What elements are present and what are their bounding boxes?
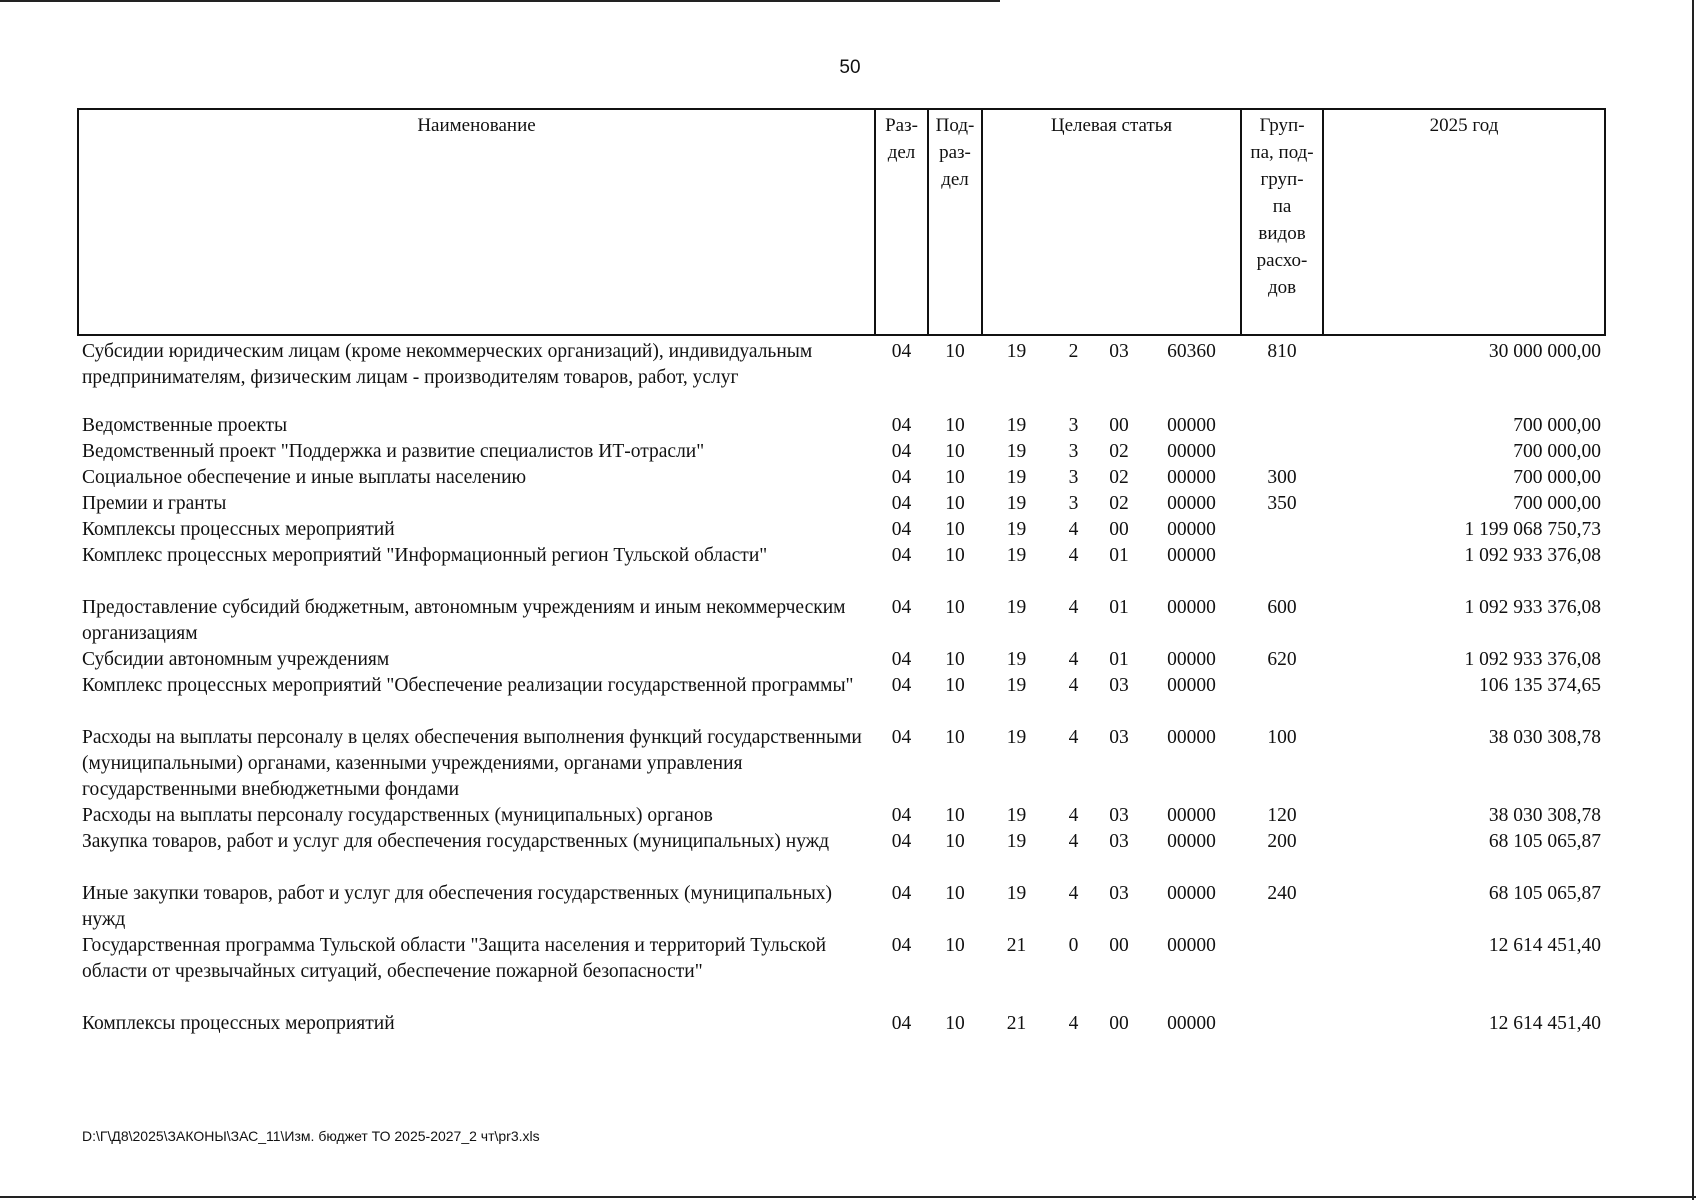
row-section-cell: 04 bbox=[891, 727, 912, 748]
row-subsection-cell: 10 bbox=[945, 727, 965, 748]
row-section-cell: 04 bbox=[891, 883, 912, 904]
row-subsection-cell: 10 bbox=[945, 649, 965, 670]
row-target-structure-cell: 03 bbox=[1109, 341, 1129, 362]
row-amount-cell: 700 000,00 bbox=[1513, 441, 1602, 462]
row-amount-cell: 12 614 451,40 bbox=[1488, 935, 1602, 956]
row-amount-cell: 38 030 308,78 bbox=[1488, 727, 1602, 748]
row-expense-group-cell: 240 bbox=[1267, 883, 1297, 904]
row-section-cell: 04 bbox=[891, 519, 912, 540]
row-target-program-cell: 19 bbox=[1006, 415, 1027, 436]
row-expense-group-cell bbox=[1241, 1011, 1323, 1051]
table-row bbox=[78, 647, 1605, 673]
row-target-type-cell: 2 bbox=[1068, 341, 1079, 362]
row-target-program-cell: 19 bbox=[1006, 597, 1027, 618]
row-amount-cell: 68 105 065,87 bbox=[1488, 831, 1602, 852]
row-target-program-cell: 19 bbox=[1006, 675, 1027, 696]
scan-edge-top bbox=[0, 0, 1000, 2]
file-path-footer: D:\Г\Д8\2025\ЗАКОНЫ\ЗАС_11\Изм. бюджет ТО 2025-2027_2 чт\pr3.xls bbox=[82, 1128, 540, 1144]
row-target-structure-cell: 03 bbox=[1109, 727, 1129, 748]
row-target-type-cell: 0 bbox=[1068, 935, 1079, 956]
row-target-structure-cell: 00 bbox=[1109, 415, 1129, 436]
table-row bbox=[78, 673, 1605, 725]
row-section-cell: 04 bbox=[891, 415, 912, 436]
row-name-cell: Закупка товаров, работ и услуг для обеспечения государственных (муниципальных) нужд bbox=[82, 831, 830, 852]
row-name-cell: Субсидии юридическим лицам (кроме некоммерческих организаций), индивидуальным предпринимателям, физическим лицам - производителям товаров, работ, услуг bbox=[82, 341, 813, 388]
row-target-direction-cell: 00000 bbox=[1167, 935, 1216, 956]
scan-edge-right bbox=[1692, 0, 1694, 1200]
row-target-type-cell: 4 bbox=[1068, 883, 1079, 904]
row-target-type-cell: 4 bbox=[1068, 1013, 1079, 1034]
row-section-cell: 04 bbox=[891, 805, 912, 826]
row-amount-cell: 1 092 933 376,08 bbox=[1464, 545, 1602, 566]
row-target-structure-cell: 03 bbox=[1109, 883, 1129, 904]
row-expense-group-cell: 300 bbox=[1267, 467, 1297, 488]
row-expense-group-cell bbox=[1241, 543, 1323, 595]
row-name-cell: Комплексы процессных мероприятий bbox=[82, 519, 395, 540]
row-subsection-cell: 10 bbox=[945, 935, 965, 956]
row-amount-cell: 106 135 374,65 bbox=[1479, 675, 1602, 696]
row-amount-cell: 700 000,00 bbox=[1513, 467, 1602, 488]
row-target-type-cell: 3 bbox=[1068, 467, 1079, 488]
row-target-direction-cell: 00000 bbox=[1167, 597, 1216, 618]
row-subsection-cell: 10 bbox=[945, 1013, 965, 1034]
row-target-structure-cell: 01 bbox=[1109, 545, 1129, 566]
row-target-direction-cell: 00000 bbox=[1167, 1013, 1216, 1034]
row-name-cell: Комплекс процессных мероприятий "Обеспечение реализации государственной программы" bbox=[82, 675, 854, 696]
row-amount-cell: 1 092 933 376,08 bbox=[1464, 649, 1602, 670]
table-row bbox=[78, 465, 1605, 491]
row-target-program-cell: 19 bbox=[1006, 805, 1027, 826]
row-name-cell: Социальное обеспечение и иные выплаты населению bbox=[82, 467, 527, 488]
row-target-structure-cell: 00 bbox=[1109, 1013, 1129, 1034]
table-row bbox=[78, 491, 1605, 517]
row-target-direction-cell: 00000 bbox=[1167, 675, 1216, 696]
row-subsection-cell: 10 bbox=[945, 805, 965, 826]
row-target-direction-cell: 00000 bbox=[1167, 883, 1216, 904]
row-subsection-cell: 10 bbox=[945, 467, 965, 488]
row-name-cell: Предоставление субсидий бюджетным, автономным учреждениям и иным некоммерческим организациям bbox=[82, 597, 846, 644]
row-section-cell: 04 bbox=[891, 935, 912, 956]
row-name-cell: Субсидии автономным учреждениям bbox=[82, 649, 390, 670]
row-amount-cell: 1 199 068 750,73 bbox=[1464, 519, 1602, 540]
row-amount-cell: 68 105 065,87 bbox=[1488, 883, 1602, 904]
row-subsection-cell: 10 bbox=[945, 519, 965, 540]
row-section-cell: 04 bbox=[891, 441, 912, 462]
row-amount-cell: 38 030 308,78 bbox=[1488, 805, 1602, 826]
row-expense-group-cell bbox=[1241, 933, 1323, 1011]
row-expense-group-cell bbox=[1241, 673, 1323, 725]
row-name-cell: Комплекс процессных мероприятий "Информационный регион Тульской области" bbox=[82, 545, 768, 566]
row-target-structure-cell: 00 bbox=[1109, 519, 1129, 540]
row-amount-cell: 30 000 000,00 bbox=[1488, 341, 1602, 362]
row-section-cell: 04 bbox=[891, 649, 912, 670]
row-target-program-cell: 21 bbox=[1006, 1013, 1027, 1034]
row-subsection-cell: 10 bbox=[945, 883, 965, 904]
row-target-direction-cell: 00000 bbox=[1167, 649, 1216, 670]
row-target-program-cell: 19 bbox=[1006, 883, 1027, 904]
row-section-cell: 04 bbox=[891, 493, 912, 514]
row-expense-group-cell: 600 bbox=[1267, 597, 1297, 618]
row-target-direction-cell: 00000 bbox=[1167, 805, 1216, 826]
row-target-direction-cell: 00000 bbox=[1167, 545, 1216, 566]
row-target-type-cell: 4 bbox=[1068, 805, 1079, 826]
row-target-type-cell: 3 bbox=[1068, 493, 1079, 514]
row-target-structure-cell: 03 bbox=[1109, 675, 1129, 696]
row-target-type-cell: 4 bbox=[1068, 831, 1079, 852]
row-subsection-cell: 10 bbox=[945, 415, 965, 436]
row-target-structure-cell: 02 bbox=[1109, 493, 1129, 514]
row-target-type-cell: 3 bbox=[1068, 441, 1079, 462]
row-expense-group-cell: 120 bbox=[1267, 805, 1297, 826]
row-target-program-cell: 19 bbox=[1006, 341, 1027, 362]
table-body bbox=[78, 335, 1605, 1051]
row-amount-cell: 1 092 933 376,08 bbox=[1464, 597, 1602, 618]
row-subsection-cell: 10 bbox=[945, 675, 965, 696]
row-name-cell: Иные закупки товаров, работ и услуг для обеспечения государственных (муниципальных) нужд bbox=[82, 883, 833, 930]
row-expense-group-cell: 810 bbox=[1267, 341, 1297, 362]
header-expense-group: Груп- па, под- груп- па видов расхо- дов bbox=[1241, 109, 1323, 335]
row-target-type-cell: 4 bbox=[1068, 727, 1079, 748]
row-section-cell: 04 bbox=[891, 545, 912, 566]
row-target-structure-cell: 03 bbox=[1109, 805, 1129, 826]
row-name-cell: Государственная программа Тульской области "Защита населения и территорий Тульской области от чрезвычайных ситуаций, обеспечение пожарной безопасности" bbox=[82, 935, 827, 982]
page-number: 50 bbox=[839, 57, 861, 78]
table-header-row bbox=[78, 109, 1605, 335]
row-target-program-cell: 19 bbox=[1006, 649, 1027, 670]
row-target-type-cell: 4 bbox=[1068, 597, 1079, 618]
row-target-type-cell: 4 bbox=[1068, 545, 1079, 566]
row-target-structure-cell: 02 bbox=[1109, 467, 1129, 488]
table-row bbox=[78, 933, 1605, 1011]
row-target-direction-cell: 00000 bbox=[1167, 727, 1216, 748]
row-target-program-cell: 19 bbox=[1006, 727, 1027, 748]
row-amount-cell: 12 614 451,40 bbox=[1488, 1013, 1602, 1034]
table-row bbox=[78, 595, 1605, 647]
row-target-type-cell: 4 bbox=[1068, 649, 1079, 670]
row-name-cell: Комплексы процессных мероприятий bbox=[82, 1013, 395, 1034]
row-name-cell: Расходы на выплаты персоналу государственных (муниципальных) органов bbox=[82, 805, 713, 826]
row-target-program-cell: 19 bbox=[1006, 467, 1027, 488]
row-name-cell: Расходы на выплаты персоналу в целях обеспечения выполнения функций государственными (муниципальными) органами, казенными учреждениями, органами управления государственными внебюджетными фондами bbox=[82, 727, 862, 800]
row-subsection-cell: 10 bbox=[945, 545, 965, 566]
table-row bbox=[78, 1011, 1605, 1051]
row-subsection-cell: 10 bbox=[945, 831, 965, 852]
row-subsection-cell: 10 bbox=[945, 341, 965, 362]
row-target-direction-cell: 00000 bbox=[1167, 519, 1216, 540]
row-expense-group-cell: 350 bbox=[1267, 493, 1297, 514]
row-target-program-cell: 19 bbox=[1006, 441, 1027, 462]
row-target-structure-cell: 01 bbox=[1109, 649, 1129, 670]
row-target-direction-cell: 60360 bbox=[1167, 341, 1216, 362]
row-target-program-cell: 19 bbox=[1006, 519, 1027, 540]
row-target-program-cell: 19 bbox=[1006, 545, 1027, 566]
header-subsection: Под- раз- дел bbox=[928, 109, 982, 335]
row-subsection-cell: 10 bbox=[945, 597, 965, 618]
table-row bbox=[78, 725, 1605, 803]
row-expense-group-cell bbox=[1241, 439, 1323, 465]
row-section-cell: 04 bbox=[891, 341, 912, 362]
row-expense-group-cell: 620 bbox=[1267, 649, 1297, 670]
row-expense-group-cell bbox=[1241, 517, 1323, 543]
row-expense-group-cell: 200 bbox=[1267, 831, 1297, 852]
row-name-cell: Премии и гранты bbox=[82, 493, 227, 514]
row-target-direction-cell: 00000 bbox=[1167, 831, 1216, 852]
row-target-structure-cell: 03 bbox=[1109, 831, 1129, 852]
header-name: Наименование bbox=[78, 109, 875, 335]
row-subsection-cell: 10 bbox=[945, 441, 965, 462]
row-target-structure-cell: 01 bbox=[1109, 597, 1129, 618]
row-target-structure-cell: 00 bbox=[1109, 935, 1129, 956]
row-target-type-cell: 4 bbox=[1068, 675, 1079, 696]
header-year: 2025 год bbox=[1323, 109, 1605, 335]
table-row bbox=[78, 543, 1605, 595]
row-expense-group-cell: 100 bbox=[1267, 727, 1297, 748]
row-target-structure-cell: 02 bbox=[1109, 441, 1129, 462]
table-row bbox=[78, 335, 1605, 413]
table-row bbox=[78, 517, 1605, 543]
row-target-direction-cell: 00000 bbox=[1167, 493, 1216, 514]
row-expense-group-cell bbox=[1241, 413, 1323, 439]
row-target-type-cell: 4 bbox=[1068, 519, 1079, 540]
table-row bbox=[78, 803, 1605, 829]
table-row bbox=[78, 413, 1605, 439]
row-section-cell: 04 bbox=[891, 831, 912, 852]
row-section-cell: 04 bbox=[891, 597, 912, 618]
row-section-cell: 04 bbox=[891, 467, 912, 488]
row-target-program-cell: 19 bbox=[1006, 831, 1027, 852]
header-target-article: Целевая статья bbox=[982, 109, 1241, 335]
row-target-direction-cell: 00000 bbox=[1167, 467, 1216, 488]
row-name-cell: Ведомственные проекты bbox=[82, 415, 288, 436]
table-row bbox=[78, 881, 1605, 933]
table-row bbox=[78, 829, 1605, 881]
row-section-cell: 04 bbox=[891, 675, 912, 696]
row-subsection-cell: 10 bbox=[945, 493, 965, 514]
row-target-program-cell: 19 bbox=[1006, 493, 1027, 514]
budget-table bbox=[77, 108, 1606, 1051]
row-amount-cell: 700 000,00 bbox=[1513, 493, 1602, 514]
row-name-cell: Ведомственный проект "Поддержка и развитие специалистов ИТ-отрасли" bbox=[82, 441, 705, 462]
row-section-cell: 04 bbox=[891, 1013, 912, 1034]
scan-edge-bottom bbox=[0, 1196, 1696, 1198]
header-section: Раз- дел bbox=[875, 109, 928, 335]
row-target-type-cell: 3 bbox=[1068, 415, 1079, 436]
row-target-program-cell: 21 bbox=[1006, 935, 1027, 956]
row-target-direction-cell: 00000 bbox=[1167, 415, 1216, 436]
row-amount-cell: 700 000,00 bbox=[1513, 415, 1602, 436]
row-target-direction-cell: 00000 bbox=[1167, 441, 1216, 462]
table-row bbox=[78, 439, 1605, 465]
